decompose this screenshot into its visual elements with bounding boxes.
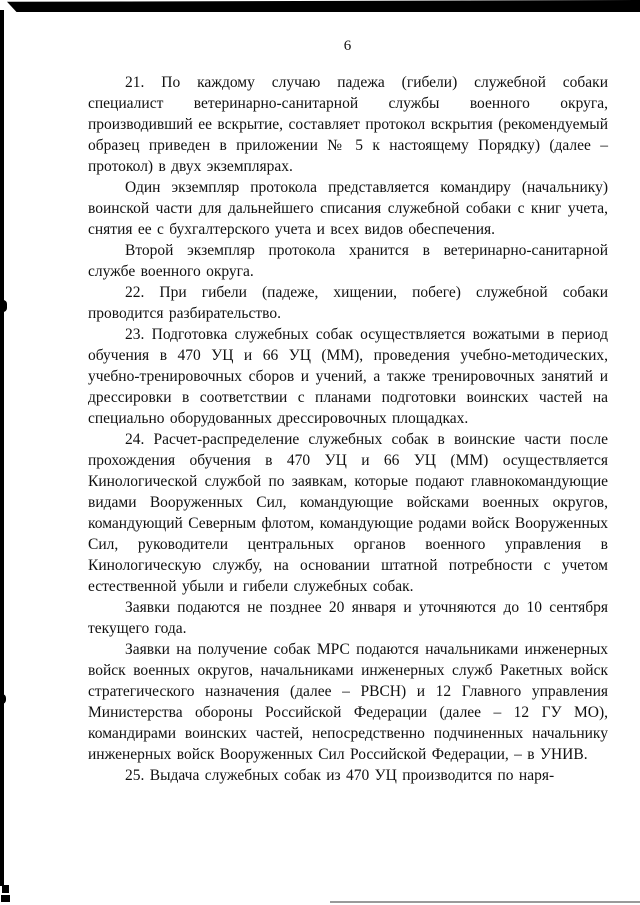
page-number: 6: [343, 38, 353, 54]
scan-edge-mark: [1, 895, 10, 902]
paragraph-24-continued-1: Заявки подаются не позднее 20 января и уточняются до 10 сентября текущего года.: [88, 599, 608, 637]
paragraph-24: 24. Расчет-распределение служебных собак в воинские части после прохождения обучения в 470 УЦ и 66 УЦ (ММ) осуществляется Кинологической службой по заявкам, которые подают главнокомандующие видами Вооруженных Сил, командующие войсками военных округов, командующий Северным флотом, командующие родами войск Вооруженных Сил, руководители центральных органов военного управления в Кинологическую службу, на основании штатной потребности с учетом естественной убыли и гибели служебных собак.: [88, 431, 608, 595]
paragraph-25: 25. Выдача служебных собак из 470 УЦ производится по наря-: [125, 767, 555, 784]
scan-edge-top: [7, 0, 640, 12]
document-body: [88, 72, 608, 786]
scan-edge-bottom: [330, 901, 640, 903]
scan-edge-mark: [2, 885, 9, 893]
scan-edge-mark: [0, 694, 6, 704]
scan-edge-left: [0, 10, 4, 886]
paragraph-21-continued-1: Один экземпляр протокола представляется командиру (начальнику) воинской части для дальнейшего списания служебной собаки с книг учета, снятия ее с бухгалтерского учета и всех видов обеспечения.: [88, 179, 608, 238]
paragraph-21-continued-2: Второй экземпляр протокола хранится в ветеринарно-санитарной службе военного округа.: [88, 242, 608, 280]
paragraph-21: 21. По каждому случаю падежа (гибели) служебной собаки специалист ветеринарно-санитарной службы военного округа, производивший ее вскрытие, составляет протокол вскрытия (рекомендуемый образец приведен в приложении № 5 к настоящему Порядку) (далее – протокол) в двух экземплярах.: [88, 74, 608, 175]
paragraph-24-continued-2: Заявки на получение собак МРС подаются начальниками инженерных войск военных округов, начальниками инженерных служб Ракетных войск стратегического назначения (далее – РВСН) и 12 Главного управления Министерства обороны Российской Федерации (далее – 12 ГУ МО), командирами воинских частей, непосредственно подчиненных начальнику инженерных войск Вооруженных Сил Российской Федерации, – в УНИВ.: [88, 641, 608, 763]
paragraph-22: 22. При гибели (падеже, хищении, побеге) служебной собаки проводится разбирательство.: [88, 284, 608, 322]
scan-edge-mark: [0, 300, 7, 312]
paragraph-23: 23. Подготовка служебных собак осуществляется вожатыми в период обучения в 470 УЦ и 66 УЦ (ММ), проведения учебно-методических, учебно-тренировочных сборов и учений, а также тренировочных занятий и дрессировки в соответствии с планами подготовки воинских частей на специально оборудованных дрессировочных площадках.: [88, 326, 608, 427]
